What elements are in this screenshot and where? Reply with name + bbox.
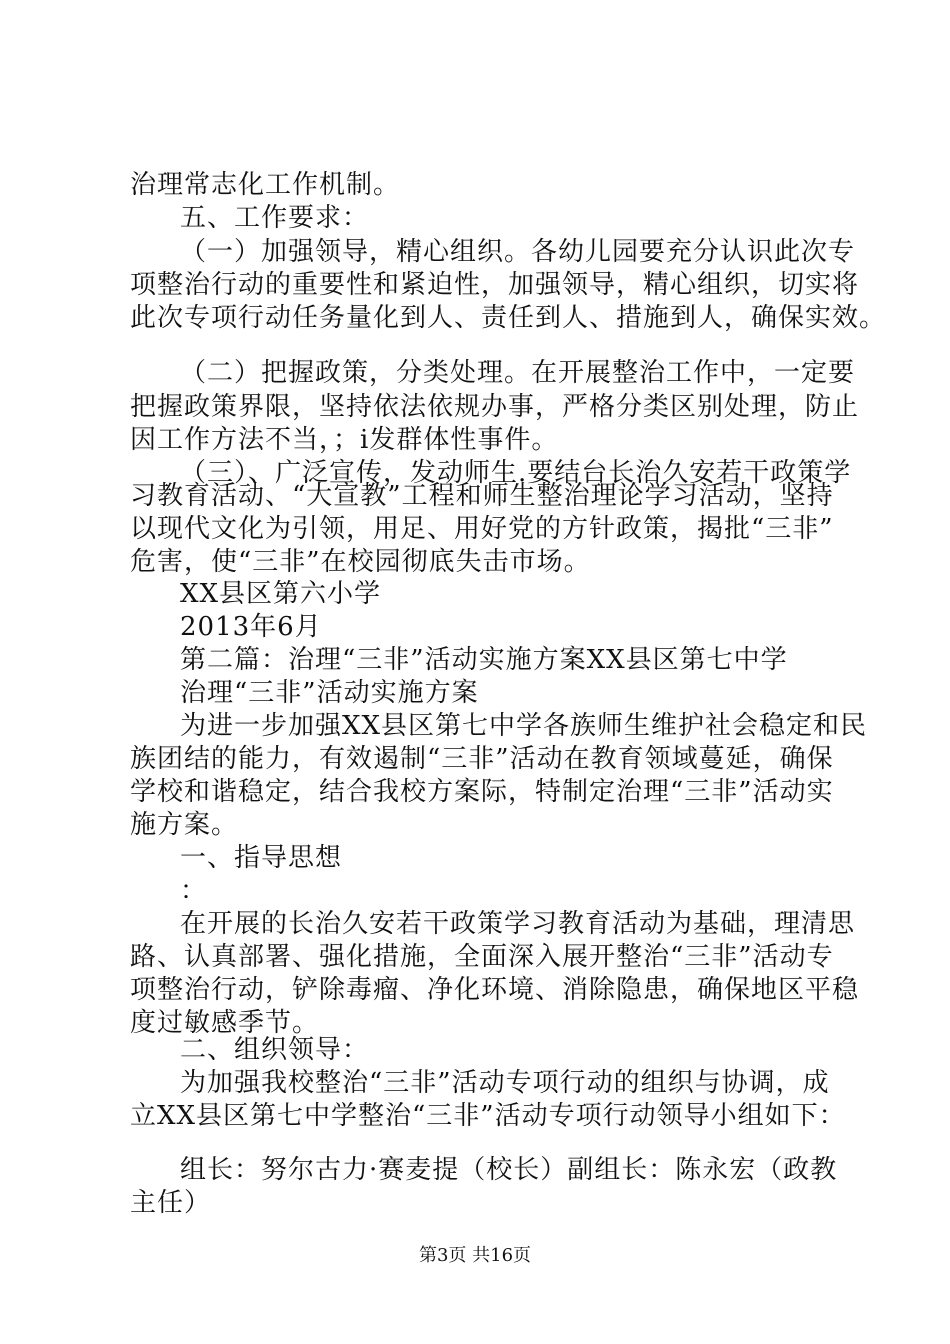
text-line: （一）加强领导，精心组织。各幼儿园要充分认识此次专 — [180, 237, 856, 267]
text-line: 此次专项行动任务量化到人、责任到人、措施到人，确保实效。 — [130, 303, 887, 333]
text-line: （二）把握政策，分类处理。在开展整治工作中，一定要 — [180, 358, 856, 388]
text-line: 治理常志化工作机制。 — [130, 170, 401, 200]
chapter-title: 第二篇：治理“三非”活动实施方案XX县区第七中学 — [180, 645, 788, 675]
text-line: 学校和谐稳定，结合我校方案际，特制定治理“三非”活动实 — [130, 777, 834, 807]
chapter-subtitle: 治理“三非”活动实施方案 — [180, 678, 479, 708]
page-footer: 第3页 共16页 — [418, 1245, 532, 1266]
section-heading: 五、工作要求： — [180, 203, 370, 233]
signature-school: XX县区第六小学 — [180, 579, 382, 609]
text-line: 族团结的能力，有效遏制“三非”活动在教育领域蔓延，确保 — [130, 744, 834, 774]
text-line: 主任） — [130, 1188, 212, 1218]
text-line: 习教育活动、“大宣教”工程和师生整治理论学习活动，坚持 — [130, 481, 834, 511]
text-line: 为加强我校整治“三非”活动专项行动的组织与协调，成 — [180, 1068, 830, 1098]
text-line: 因工作方法不当，；i发群体性事件。 — [130, 425, 559, 455]
text-line: （三）、广泛宣传，发动师生.要结台长治久安若干政策学 — [180, 458, 852, 488]
text-line: 把握政策界限，坚持依法依规办事，严格分类区别处理，防止 — [130, 392, 860, 422]
text-line: 项整治行动的重要性和紧迫性，加强领导，精心组织，切实将 — [130, 270, 860, 300]
text-line: 施方案。 — [130, 810, 239, 840]
text-line: 在开展的长治久安若干政策学习教育活动为基础，理清思 — [180, 909, 856, 939]
text-line: ： — [180, 876, 208, 906]
section-heading: 二、组织领导： — [180, 1035, 370, 1065]
text-line: 危害，使“三非”在校园彻底失击市场。 — [130, 547, 591, 577]
text-line: 路、认真部署、强化措施，全面深入展开整治“三非”活动专 — [130, 942, 834, 972]
text-line: 以现代文化为引领，用足、用好党的方针政策，揭批“三非” — [130, 514, 834, 544]
section-heading: 一、指导思想 — [180, 843, 343, 873]
text-line: 项整治行动，铲除毒瘤、净化环境、消除隐患，确保地区平稳 — [130, 975, 860, 1005]
text-line: 立XX县区第七中学整治“三非”活动专项行动领导小组如下： — [130, 1101, 846, 1131]
signature-date: 2013年6月 — [180, 612, 322, 642]
text-line: 组长：努尔古力·赛麦提（校长）副组长：陈永宏（政教 — [180, 1155, 838, 1185]
text-line: 为进一步加强XX县区第七中学各族师生维护社会稳定和民 — [180, 711, 868, 741]
text-line: 度过敏感季节。 — [130, 1008, 320, 1038]
